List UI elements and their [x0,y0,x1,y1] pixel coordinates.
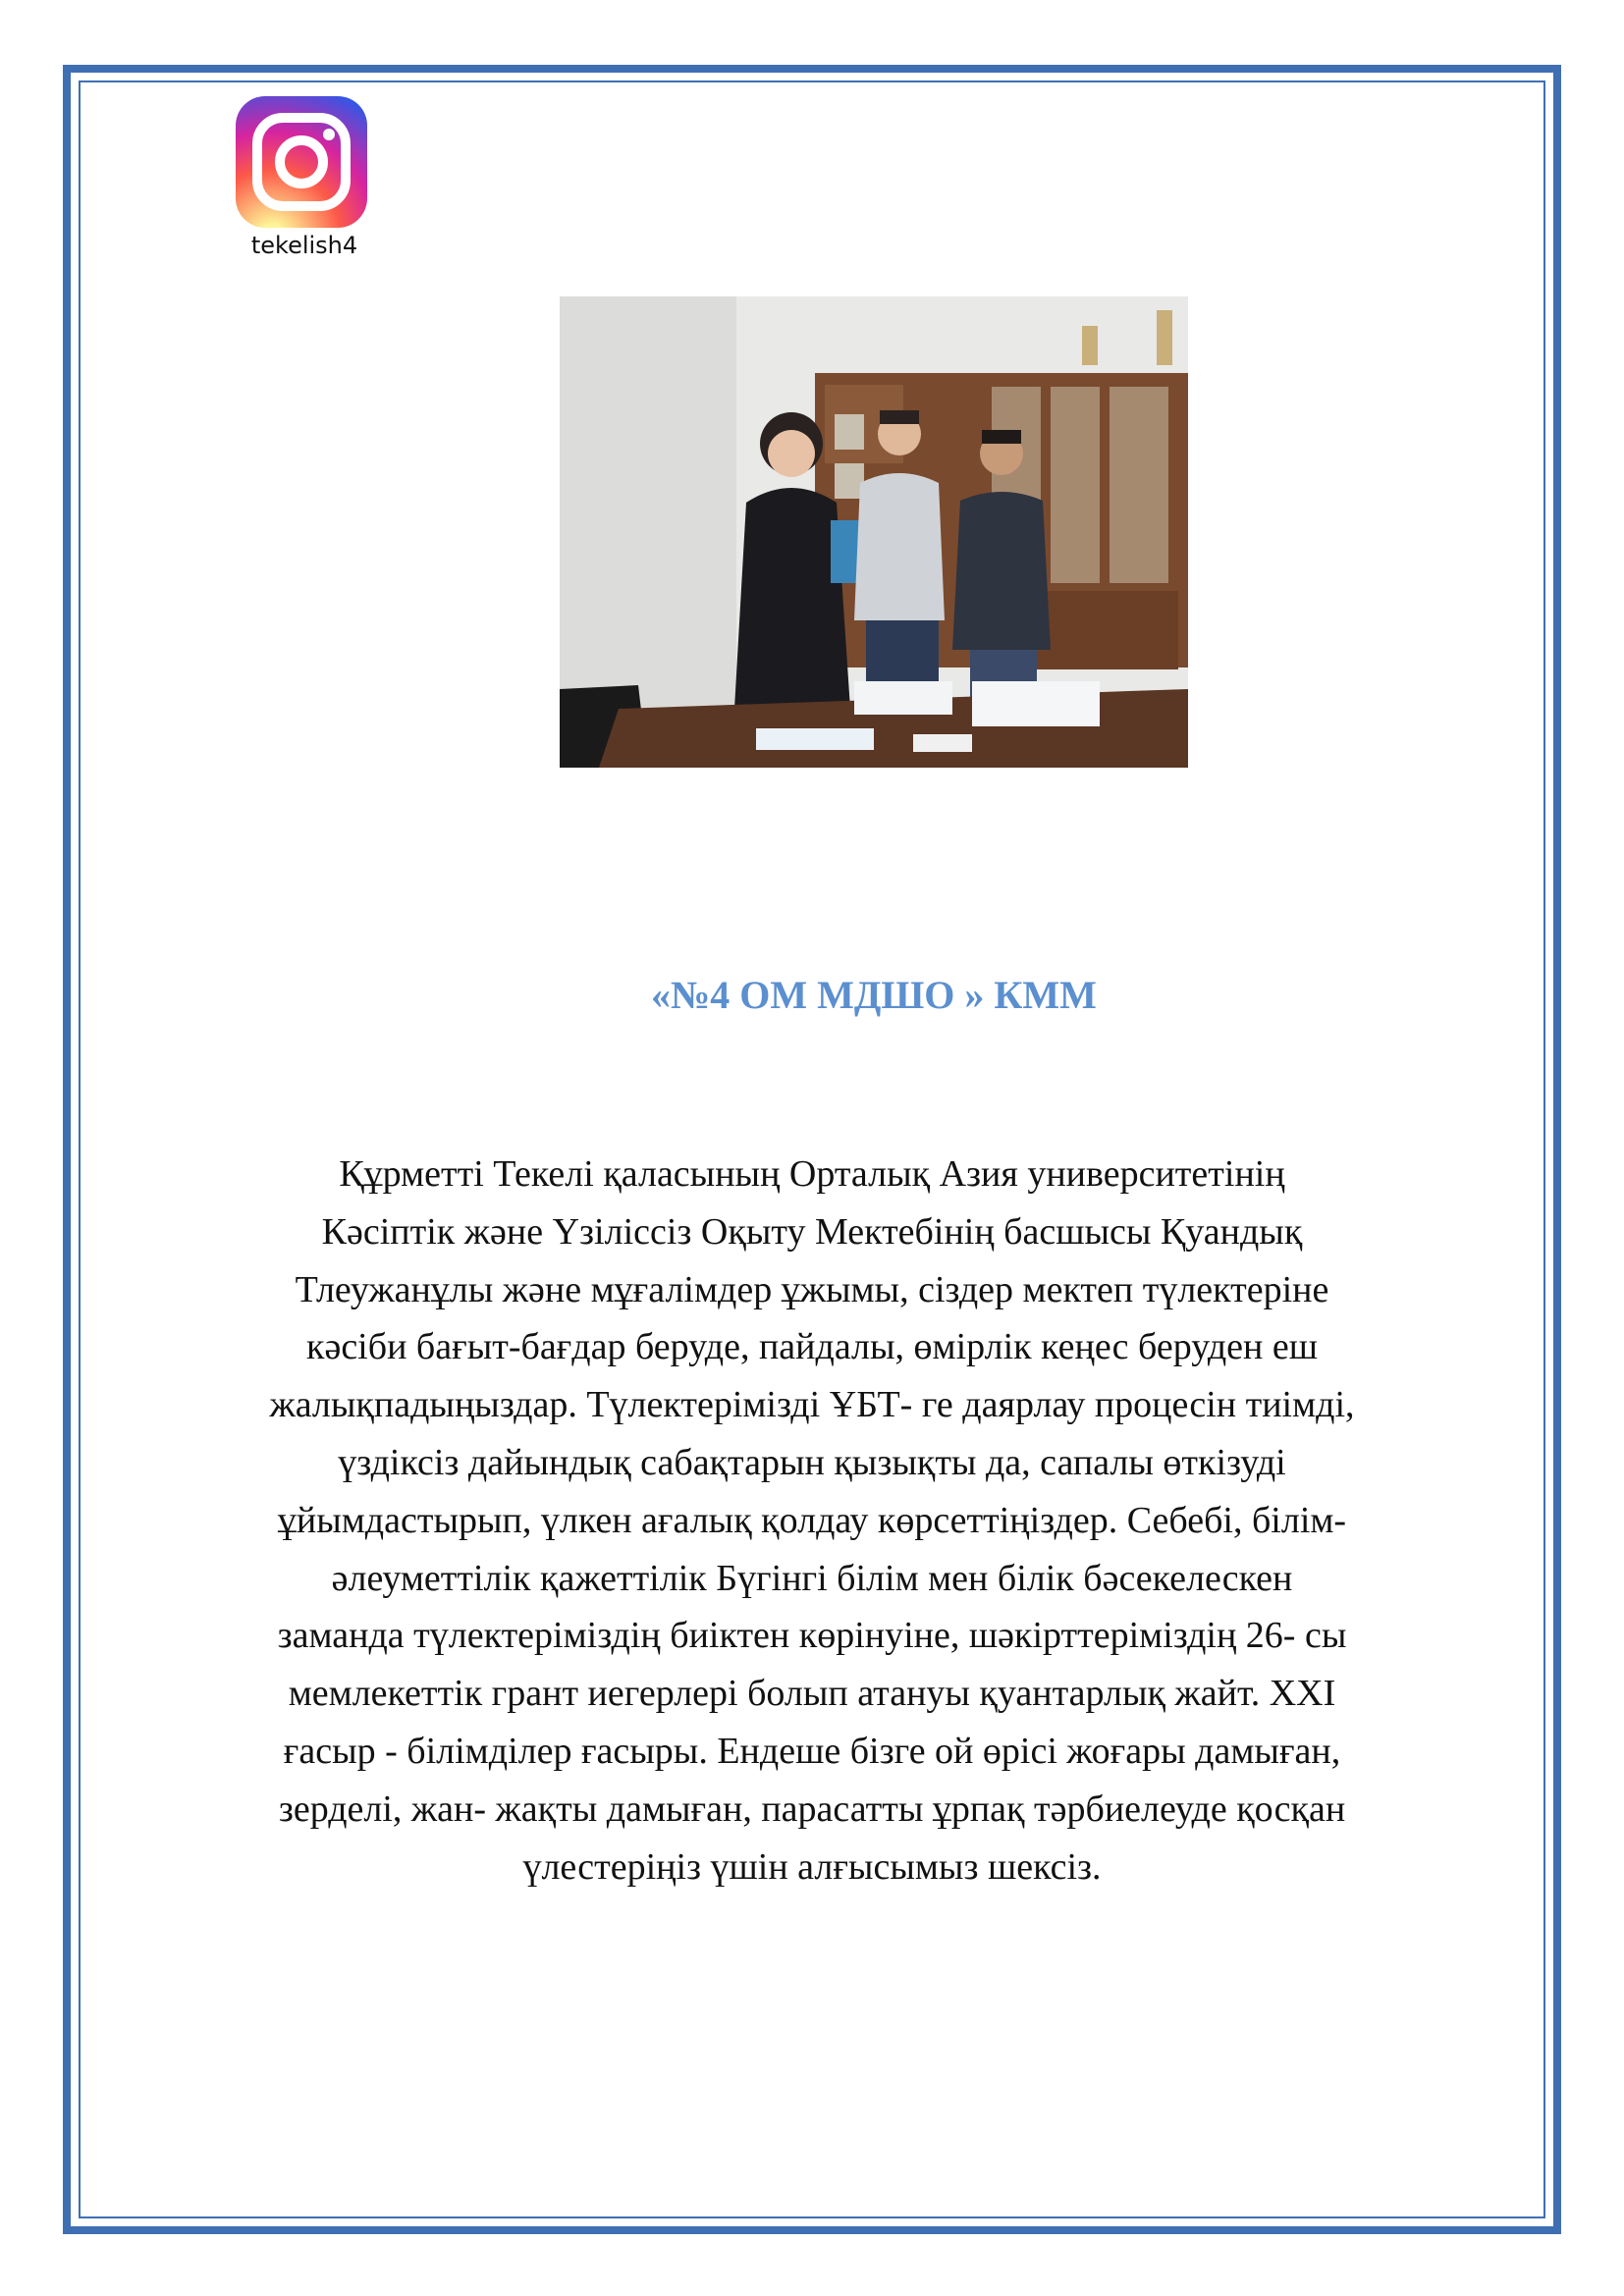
body-line: Тлеужанұлы және мұғалімдер ұжымы, сіздер мектеп түлектеріне [295,1268,1329,1310]
document-heading: «№4 ОМ МДШО » КММ [651,973,1097,1017]
body-line: мемлекеттік грант иегерлері болып атануы қуантарлық жайт. XXI [288,1673,1336,1715]
group-photo [560,296,1188,768]
body-line: үздіксіз дайындық сабақтарын қызықты да, сапалы өткізуді [338,1441,1286,1483]
body-line: заманда түлектеріміздің биіктен көрінуіне, шәкірттеріміздің 26- сы [277,1615,1347,1657]
body-line: үлестеріңіз үшін алғысымыз шексіз. [522,1845,1102,1888]
body-line: кәсіби бағыт-бағдар беруде, пайдалы, өмірлік кеңес беруден еш [305,1326,1318,1368]
body-line: жалықпадыңыздар. Түлектерімізді ҰБТ- ге даярлау процесін тиімді, [269,1384,1355,1426]
instagram-handle: tekelish4 [250,232,358,259]
body-line: ғасыр - білімділер ғасыры. Ендеше бізге ой өрісі жоғары дамыған, [283,1730,1341,1772]
body-line: Кәсіптік және Үзіліссіз Оқыту Мектебінің басшысы Қуандық [321,1210,1303,1253]
body-line: әлеуметтілік қажеттілік Бүгінгі білім мен білік бәсекелескен [331,1557,1293,1599]
body-line: ұйымдастырып, үлкен ағалық қолдау көрсеттіңіздер. Себебі, білім- [277,1499,1347,1541]
body-line: зерделі, жан- жақты дамыған, парасатты ұрпақ тәрбиелеуде қосқан [278,1788,1346,1830]
instagram-icon[interactable] [236,96,367,228]
body-paragraph [216,1146,1408,1896]
body-line: Құрметті Текелі қаласының Орталық Азия университетінің [339,1153,1285,1195]
